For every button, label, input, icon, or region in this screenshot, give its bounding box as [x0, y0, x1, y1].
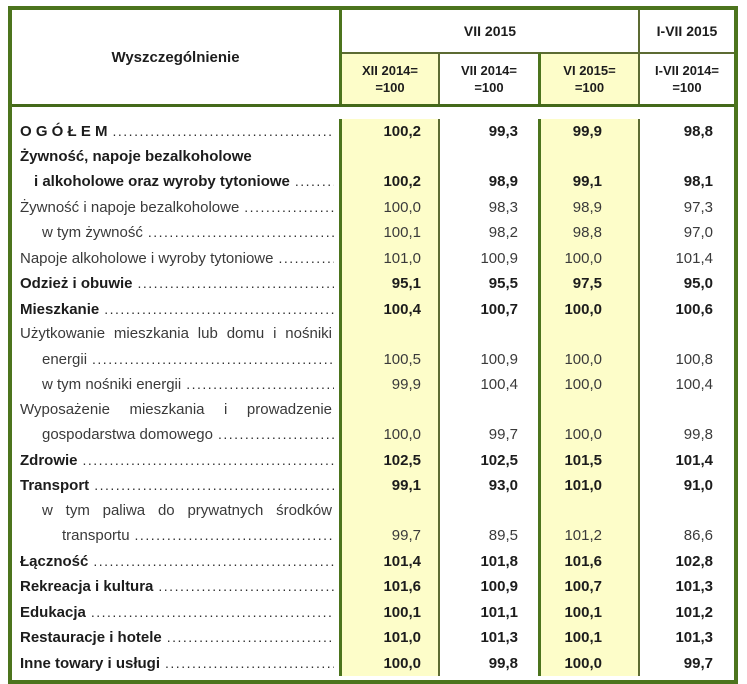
last-period-header-cell [640, 10, 734, 52]
row-label-text: transportu [62, 527, 130, 544]
value-cell [640, 119, 734, 145]
row-label-text: gospodarstwa domowego [42, 426, 213, 443]
row-label-text: Zdrowie [20, 451, 78, 469]
index-value: 101,2 [675, 603, 713, 621]
value-cell [541, 119, 640, 145]
row-label-line [20, 220, 334, 246]
index-value: 100,4 [383, 300, 421, 318]
row-label [12, 651, 342, 677]
value-cell [640, 246, 734, 272]
row-label-line [20, 372, 334, 398]
row-label-line [20, 347, 334, 373]
value-cell [640, 297, 734, 323]
dot-leader [113, 119, 334, 145]
value-cell [440, 600, 541, 626]
value-cell [640, 271, 734, 297]
row-label [12, 549, 342, 575]
index-value: 100,9 [480, 578, 518, 595]
index-value: 100,7 [480, 300, 518, 318]
table-row [12, 271, 734, 297]
value-cell [440, 625, 541, 651]
index-value: 100,0 [564, 350, 602, 368]
table-rows-container [12, 107, 734, 680]
value-cell [342, 574, 440, 600]
value-cell [342, 398, 440, 448]
index-value: 101,1 [480, 603, 518, 621]
row-label [12, 600, 342, 626]
last-period-header-label: I-VII 2015 [656, 23, 718, 39]
index-value: 102,5 [383, 451, 421, 469]
row-label-text: Rekreacja i kultura [20, 578, 154, 595]
value-cell [541, 246, 640, 272]
value-cell [440, 549, 541, 575]
index-value: 101,0 [383, 629, 421, 646]
value-cell [440, 246, 541, 272]
row-label-text: Restauracje i hotele [20, 629, 162, 646]
index-value: 98,8 [683, 123, 713, 140]
row-label-text: Inne towary i usługi [20, 654, 161, 672]
index-value: 100,4 [480, 376, 518, 393]
index-value: 98,9 [572, 198, 602, 216]
index-value: 100,9 [480, 350, 518, 368]
row-label-line [20, 473, 334, 499]
table-row [12, 246, 734, 272]
value-cell [640, 372, 734, 398]
value-cell [640, 574, 734, 600]
dot-leader [167, 625, 334, 651]
value-cell [342, 322, 440, 372]
row-label-text: Użytkowanie mieszkania lub domu i nośniki [20, 325, 332, 342]
table-row [12, 549, 734, 575]
dot-leader [278, 246, 334, 272]
index-value: 98,3 [488, 198, 518, 216]
value-cell [342, 448, 440, 474]
index-value: 100,7 [564, 578, 602, 595]
index-value: 86,6 [683, 527, 713, 544]
value-cell [440, 448, 541, 474]
subheader-vii-2014 [440, 52, 541, 104]
row-label [12, 473, 342, 499]
row-label-line [20, 145, 334, 170]
subheader-line1: VI 2015= [563, 63, 616, 78]
index-value: 100,0 [564, 654, 602, 672]
index-value: 100,0 [383, 654, 421, 672]
value-cell [640, 549, 734, 575]
value-cell [342, 372, 440, 398]
index-value: 98,1 [683, 173, 713, 190]
value-cell [342, 473, 440, 499]
subheader-line1: XII 2014= [361, 63, 419, 78]
value-cell [440, 145, 541, 195]
subheader-i-vii-2014 [640, 52, 734, 104]
index-value: 99,1 [572, 173, 602, 190]
value-cell [440, 372, 541, 398]
index-value: 101,0 [383, 249, 421, 267]
index-value: 99,3 [488, 123, 518, 140]
value-cell [640, 651, 734, 677]
value-cell [541, 600, 640, 626]
index-value: 89,5 [488, 527, 518, 544]
row-label-line [20, 322, 334, 347]
index-value: 101,3 [675, 629, 713, 646]
row-label-line [20, 600, 334, 626]
value-cell [440, 651, 541, 677]
index-value: 95,1 [391, 275, 421, 292]
value-cell [342, 220, 440, 246]
value-cell [640, 398, 734, 448]
index-value: 93,0 [488, 477, 518, 494]
dot-leader [83, 448, 334, 474]
row-label-line [20, 422, 334, 448]
subheader-line1: I-VII 2014= [655, 63, 719, 78]
row-label-line [20, 246, 334, 272]
index-value: 100,0 [383, 198, 421, 216]
index-value: 100,2 [383, 173, 421, 190]
row-label-text: i alkoholowe oraz wyroby tytoniowe [34, 173, 290, 190]
row-label [12, 119, 342, 145]
value-cell [640, 145, 734, 195]
value-cell [541, 651, 640, 677]
table-row [12, 195, 734, 221]
value-cell [342, 297, 440, 323]
price-index-table [8, 6, 738, 684]
value-cell [541, 625, 640, 651]
value-cell [440, 297, 541, 323]
value-cell [640, 220, 734, 246]
value-cell [342, 625, 440, 651]
dot-leader [165, 651, 334, 677]
value-cell [342, 271, 440, 297]
subheader-line2: =100 [375, 80, 405, 95]
row-label [12, 271, 342, 297]
table-row [12, 600, 734, 626]
row-label-text: Edukacja [20, 603, 86, 621]
row-label-line [20, 625, 334, 651]
index-value: 98,8 [572, 224, 602, 241]
value-cell [342, 195, 440, 221]
index-value: 97,5 [572, 275, 602, 292]
index-value: 100,1 [564, 629, 602, 646]
row-label-line [20, 297, 334, 323]
index-value: 99,7 [683, 654, 713, 672]
index-value: 99,8 [488, 654, 518, 672]
subheader-vi-2015 [541, 52, 640, 104]
stub-header-cell [12, 10, 342, 104]
table-row [12, 119, 734, 145]
value-cell [541, 372, 640, 398]
index-value: 100,1 [383, 224, 421, 241]
value-cell [342, 119, 440, 145]
dot-leader [138, 271, 334, 297]
index-value: 95,5 [488, 275, 518, 292]
row-label-line [20, 574, 334, 600]
table-row [12, 651, 734, 677]
index-value: 100,0 [564, 249, 602, 267]
value-cell [342, 549, 440, 575]
index-value: 100,2 [383, 123, 421, 140]
dot-leader [158, 574, 334, 600]
index-value: 101,6 [383, 578, 421, 595]
dot-leader [218, 422, 334, 448]
value-cell [640, 600, 734, 626]
subheader-line1: VII 2014= [460, 63, 518, 78]
value-cell [541, 220, 640, 246]
table-row [12, 372, 734, 398]
row-label-text: Mieszkanie [20, 300, 100, 318]
row-label-text: Transport [20, 477, 90, 494]
dot-leader [94, 473, 334, 499]
row-label-text: energii [42, 350, 88, 368]
value-cell [440, 499, 541, 549]
value-cell [440, 574, 541, 600]
index-value: 101,5 [564, 451, 602, 469]
row-label-text: w tym żywność [42, 224, 143, 241]
row-label-line [20, 169, 334, 195]
row-label-line [20, 523, 334, 549]
table-row [12, 322, 734, 372]
value-cell [541, 145, 640, 195]
value-cell [342, 651, 440, 677]
index-value: 100,1 [564, 603, 602, 621]
subheader-line2: =100 [672, 80, 702, 95]
group-header-cell [342, 10, 640, 52]
table-body [12, 107, 734, 680]
value-cell [541, 549, 640, 575]
value-cell [541, 398, 640, 448]
row-label [12, 246, 342, 272]
row-label-text: w tym nośniki energii [42, 376, 182, 393]
index-value: 99,8 [683, 426, 713, 443]
row-label [12, 574, 342, 600]
value-cell [541, 297, 640, 323]
dot-leader [186, 372, 334, 398]
value-cell [541, 322, 640, 372]
subheader-line2: =100 [574, 80, 605, 95]
table-row [12, 398, 734, 448]
value-cell [541, 448, 640, 474]
row-label [12, 499, 342, 549]
dot-leader [295, 169, 334, 195]
value-cell [440, 322, 541, 372]
index-value: 100,4 [675, 376, 713, 393]
row-label [12, 372, 342, 398]
index-value: 100,8 [675, 350, 713, 368]
index-value: 101,4 [675, 451, 713, 469]
table-row [12, 574, 734, 600]
row-label [12, 398, 342, 448]
dot-leader [93, 549, 334, 575]
value-cell [440, 271, 541, 297]
index-value: 101,3 [675, 578, 713, 595]
row-label-text: Żywność i napoje bezalkoholowe [20, 198, 240, 216]
subheader-xii-2014 [342, 52, 440, 104]
index-value: 100,0 [564, 376, 602, 393]
value-cell [440, 220, 541, 246]
index-value: 101,6 [564, 552, 602, 570]
value-cell [541, 574, 640, 600]
row-label-text: O G Ó Ł E M [20, 123, 108, 140]
stub-header-label: Wyszczególnienie [111, 48, 240, 66]
table-row [12, 145, 734, 195]
index-value: 101,4 [383, 552, 421, 570]
value-cell [640, 322, 734, 372]
index-value: 98,2 [488, 224, 518, 241]
value-cell [640, 448, 734, 474]
row-label-text: Łączność [20, 552, 89, 570]
dot-leader [92, 347, 334, 373]
row-label-text: w tym paliwa do prywatnych środków [42, 501, 332, 519]
value-cell [342, 499, 440, 549]
table-header [12, 10, 734, 107]
dot-leader [91, 600, 334, 626]
index-value: 99,9 [572, 123, 602, 140]
dot-leader [244, 195, 334, 221]
index-value: 101,8 [480, 552, 518, 570]
index-value: 99,1 [391, 477, 421, 494]
index-value: 101,2 [564, 527, 602, 544]
index-value: 95,0 [683, 275, 713, 292]
index-value: 100,0 [564, 300, 602, 318]
row-label [12, 322, 342, 372]
row-label [12, 448, 342, 474]
table-row [12, 499, 734, 549]
value-cell [541, 271, 640, 297]
index-value: 100,6 [675, 300, 713, 318]
row-label [12, 297, 342, 323]
row-label-text: Wyposażenie mieszkania i prowadzenie [20, 400, 332, 418]
table-row [12, 297, 734, 323]
row-label-line [20, 651, 334, 677]
index-value: 100,5 [383, 350, 421, 368]
index-value: 100,1 [383, 603, 421, 621]
value-cell [640, 195, 734, 221]
index-value: 98,9 [488, 173, 518, 190]
row-label [12, 145, 342, 195]
value-cell [541, 195, 640, 221]
index-value: 97,3 [683, 198, 713, 216]
value-cell [440, 119, 541, 145]
index-value: 100,9 [480, 249, 518, 267]
row-label-line [20, 271, 334, 297]
table-row [12, 220, 734, 246]
value-cell [440, 473, 541, 499]
value-cell [342, 145, 440, 195]
subheader-line2: =100 [474, 80, 504, 95]
row-label-text: Napoje alkoholowe i wyroby tytoniowe [20, 249, 274, 267]
dot-leader [104, 297, 334, 323]
dot-leader [148, 220, 334, 246]
value-cell [342, 246, 440, 272]
row-label-line [20, 195, 334, 221]
row-label-text: Odzież i obuwie [20, 275, 133, 292]
index-value: 99,7 [391, 527, 421, 544]
index-value: 100,0 [383, 426, 421, 443]
dot-leader [135, 523, 334, 549]
value-cell [440, 398, 541, 448]
index-value: 101,3 [480, 629, 518, 646]
index-value: 100,0 [564, 426, 602, 443]
row-label-line [20, 398, 334, 423]
value-cell [342, 600, 440, 626]
index-value: 99,9 [391, 376, 421, 393]
row-label [12, 220, 342, 246]
row-label [12, 625, 342, 651]
row-label-line [20, 448, 334, 474]
table-row [12, 473, 734, 499]
index-value: 102,5 [480, 451, 518, 469]
index-value: 99,7 [488, 426, 518, 443]
row-label [12, 195, 342, 221]
row-label-line [20, 499, 334, 524]
row-label-text: Żywność, napoje bezalkoholowe [20, 147, 252, 165]
table-row [12, 625, 734, 651]
value-cell [541, 473, 640, 499]
value-cell [640, 473, 734, 499]
value-cell [640, 625, 734, 651]
table-row [12, 448, 734, 474]
index-value: 91,0 [683, 477, 713, 494]
index-value: 102,8 [675, 552, 713, 570]
value-cell [640, 499, 734, 549]
group-header-label: VII 2015 [463, 23, 517, 39]
row-label-line [20, 549, 334, 575]
index-value: 97,0 [683, 224, 713, 241]
index-value: 101,4 [675, 249, 713, 267]
index-value: 101,0 [564, 477, 602, 494]
value-cell [440, 195, 541, 221]
row-label-line [20, 119, 334, 145]
value-cell [541, 499, 640, 549]
